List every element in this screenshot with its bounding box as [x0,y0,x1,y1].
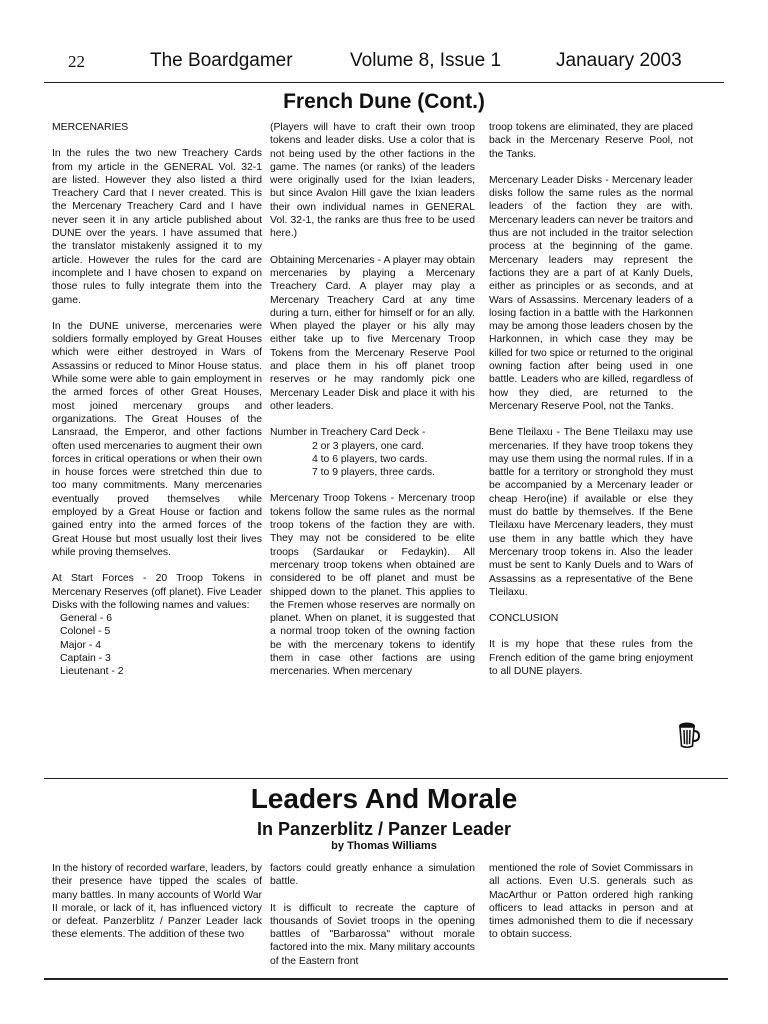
paragraph: Bene Tleilaxu - The Bene Tleilaxu may use mercenaries. If they have troop tokens they may use them using the normal rules. If in a battle for a territory or stronghold they must be accompanied by a Mercenary leader or cheap Hero(ine) if available or else they must do battle by themselves. If the Bene Tleilaxu have Mercenary leaders, they must use them in any battle which they have Mercenary troop tokens in. Also the leader must be sent to Kanly Duels and to Wars of Assassins as a representative of the Bene Tleilaxu. [489,427,693,598]
volume-issue: Volume 8, Issue 1 [350,50,502,71]
paragraph: Mercenary Leader Disks - Mercenary leader disks follow the same rules as the normal leaders of the faction they are with. Mercenary leaders can never be traitors and thus are not included in the traitor selection process at the beginning of the game. Mercenary leaders may represent the factions they are a part of at Kanly Duels, either as principles or as seconds, and at Wars of Assassins. Mercenary leaders of a losing faction in a battle with the Harkonnen may be among those leaders chosen by the Harkonnen, in which case they may be killed for two spice or returned to the original owning faction after being used in one battle. Leaders who are killed, regardless of how they died, are returned to the Mercenary Reserve Pool, not the Tanks. [489,174,693,412]
paragraph: At Start Forces - 20 Troop Tokens in Mercenary Reserves (off planet). Five Leader Disks with the following names and values: [52,573,262,611]
article2-column-2 [270,862,475,981]
publication-name: The Boardgamer [150,50,293,71]
section-divider [44,778,728,779]
page-header [0,50,768,78]
header-rule [44,82,724,83]
author-byline: by Thomas Williams [331,840,437,852]
list-item: Major - 4 [60,639,101,651]
paragraph: In the rules the two new Treachery Cards from my article in the GENERAL Vol. 32-1 are listed. However they also listed a third Treachery Card that I never created. This is the Mercenary Treachery Card and I have never seen it in any article published about DUNE over the years. I have assumed that the translator mistakenly assigned it to my article. However the rules for the card are incomplete and I have chosen to expand on those rules to fully integrate them into the game. [52,148,262,306]
paragraph: Mercenary Troop Tokens - Mercenary troop tokens follow the same rules as the normal troop tokens of the faction they are with. They may not be considered to be elite troops (Sardaukar or Fedaykin). All mercenary troop tokens when obtained are considered to be off planet and must be shipped down to the planet. This applies to the Fremen whose reserves are normally on planet. When on planet, it is suggested that a normal troop token of the owning faction be with the mercenary tokens to identify them in case other factions are using mercenaries. When mercenary [270,493,475,678]
paragraph: In the history of recorded warfare, leaders, by their presence have tipped the scales of many battles. In many accounts of World War II morale, or lack of it, has influenced victory or defeat. Panzerblitz / Panzer Leader lack these elements. The addition of these two [52,863,262,941]
article2-column-3 [489,862,693,955]
section-heading: CONCLUSION [489,613,559,625]
paragraph: In the DUNE universe, mercenaries were soldiers formally employed by Great Houses which were either destroyed in Wars of Assassins or reduced to Minor House status. While some were able to gain employment in the armed forces of other Great Houses, most joined mercenary groups and organizations. The Great Houses of the Lansraad, the Emperor, and other factions often used mercenaries to augment their own forces in critical operations or when their own in house forces were stretched thin due to too many commitments. Many mercenaries eventually proved themselves while employed by a Great House or faction and gained entry into the armed forces of the Great House but most usually lost their lives while proving themselves. [52,320,262,558]
list-item: Colonel - 5 [60,626,111,638]
list-item: 7 to 9 players, three cards. [312,467,436,479]
list-item: Lieutenant - 2 [60,666,124,678]
article-subtitle: In Panzerblitz / Panzer Leader [256,819,512,839]
article1-column-2 [270,121,475,692]
list-item: 4 to 6 players, two cards. [312,453,428,465]
paragraph: (Players will have to craft their own troop tokens and leader disks. Use a color that is not being used by the other factions in the game. The names (or ranks) of the leaders were originally used for the Ixian leaders, but since Avalon Hill gave the Ixian leaders their own individual names in GENERAL Vol. 32-1, the ranks are thus free to be used here.) [270,122,475,240]
article-title: Leaders And Morale [250,783,518,814]
list-item: General - 6 [60,613,112,625]
paragraph: troop tokens are eliminated, they are placed back in the Mercenary Reserve Pool, not the Tanks. [489,122,693,160]
article1-column-1 [52,121,262,679]
paragraph: mentioned the role of Soviet Commissars in all actions. Even U.S. generals such as MacArthur or Patton ordered high ranking officers to lead attacks in person and at times admonished them to die if necessary to obtain success. [489,863,693,941]
footer-rule [44,978,728,980]
deck-counts-list [312,440,475,480]
paragraph: It is my hope that these rules from the French edition of the game bring enjoyment to all DUNE players. [489,639,693,677]
list-item: 2 or 3 players, one card. [312,440,425,452]
issue-date: Janauary 2003 [556,50,682,71]
article1-column-3 [489,121,693,691]
leader-values-list [60,612,262,678]
page-number: 22 [68,52,85,71]
list-item: Captain - 3 [60,652,111,664]
section-heading: MERCENARIES [52,122,129,133]
paragraph: factors could greatly enhance a simulation battle. [270,863,475,888]
article-title: French Dune (Cont.) [283,90,485,113]
beer-mug-icon [678,722,700,748]
paragraph: It is difficult to recreate the capture of thousands of Soviet troops in the opening battles of "Barbarossa" without morale factored into the mix. Many military accounts of the Eastern front [270,902,476,967]
article2-column-1 [52,862,262,955]
deck-heading: Number in Treachery Card Deck - [270,427,426,439]
paragraph: Obtaining Mercenaries - A player may obtain mercenaries by playing a Mercenary Treachery Card. A player may play a Mercenary Treachery Card at any time during a turn, either for himself or for an ally. When played the player or his ally may either take up to five Mercenary Troop Tokens from the Mercenary Reserve Pool and place them in his off planet troop reserves or he may randomly pick one Mercenary Leader Disk and place it with his other leaders. [270,254,475,412]
